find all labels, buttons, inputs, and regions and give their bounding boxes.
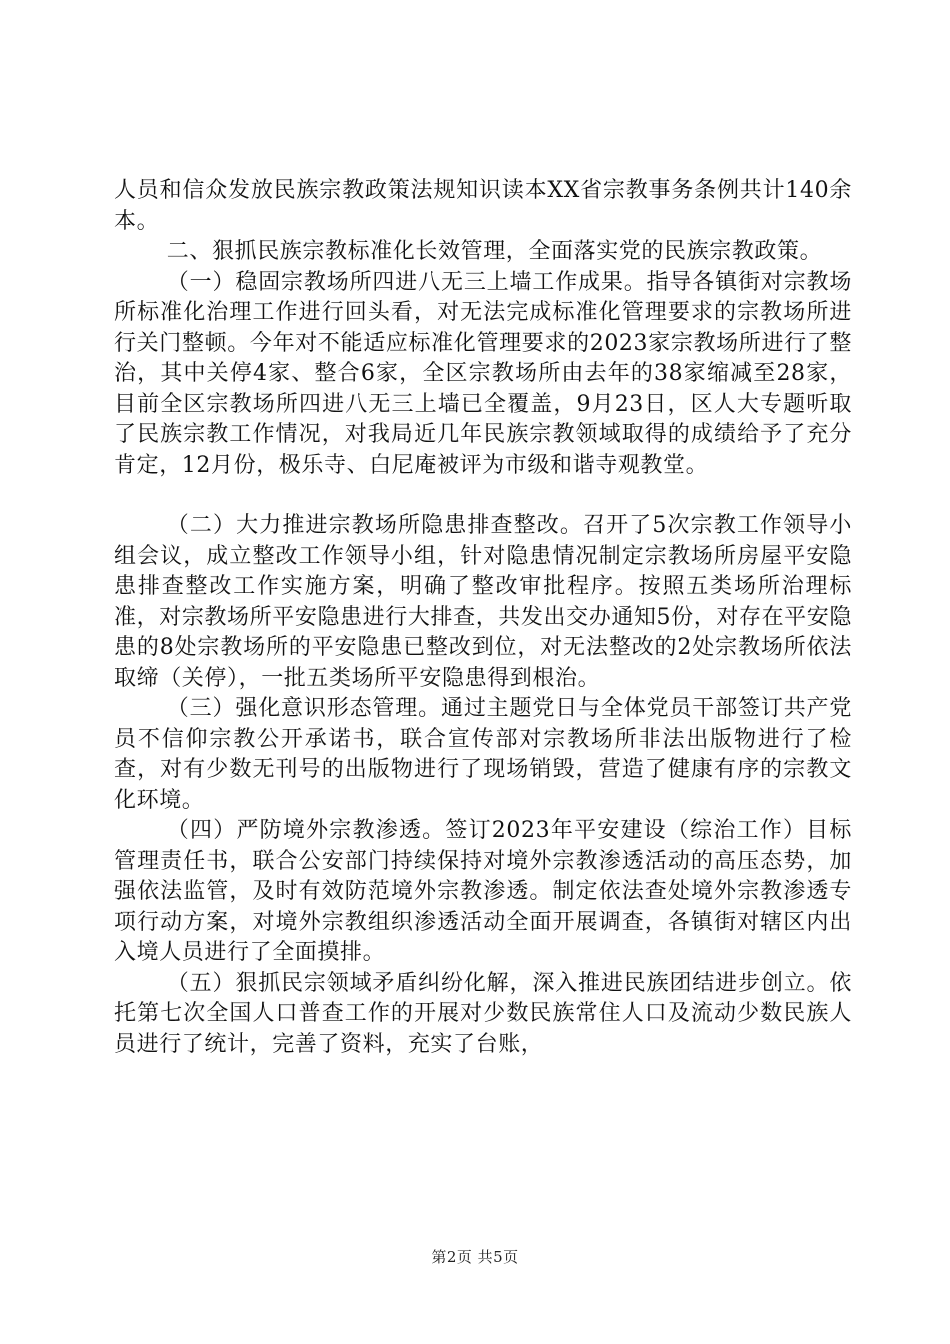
paragraph-item-three: （三）强化意识形态管理。通过主题党日与全体党员干部签订共产党员不信仰宗教公开承诺书，联合宣传部对宗教场所非法出版物进行了检查，对有少数无刊号的出版物进行了现场销毁，营造了健康有序的宗教文化环境。 [114, 696, 852, 813]
section-heading-two: 二、狠抓民族宗教标准化长效管理，全面落实党的民族宗教政策。 [166, 239, 823, 264]
paragraph-item-five: （五）狠抓民宗领域矛盾纠纷化解，深入推进民族团结进步创立。依托第七次全国人口普查工作的开展对少数民族常住人口及流动少数民族人员进行了统计，完善了资料，充实了台账， [114, 970, 852, 1057]
paragraph-continuation: 人员和信众发放民族宗教政策法规知识读本XX省宗教事务条例共计140余本。 [114, 178, 852, 234]
paragraph-item-one: （一）稳固宗教场所四进八无三上墙工作成果。指导各镇街对宗教场所标准化治理工作进行回头看，对无法完成标准化管理要求的宗教场所进行关门整顿。今年对不能适应标准化管理要求的2023家宗教场所进行了整治，其中关停4家、整合6家，全区宗教场所由去年的38家缩减至28家，目前全区宗教场所四进八无三上墙已全覆盖，9月23日，区人大专题听取了民族宗教工作情况，对我局近几年民族宗教领域取得的成绩给予了充分肯定，12月份，极乐寺、白尼庵被评为市级和谐寺观教堂。 [114, 269, 852, 478]
paragraph-item-four: （四）严防境外宗教渗透。签订2023年平安建设（综治工作）目标管理责任书，联合公安部门持续保持对境外宗教渗透活动的高压态势，加强依法监管，及时有效防范境外宗教渗透。制定依法查处境外宗教渗透专项行动方案，对境外宗教组织渗透活动全面开展调查，各镇街对辖区内出入境人员进行了全面摸排。 [114, 818, 852, 965]
paragraph-item-two: （二）大力推进宗教场所隐患排查整改。召开了5次宗教工作领导小组会议，成立整改工作领导小组，针对隐患情况制定宗教场所房屋平安隐患排查整改工作实施方案，明确了整改审批程序。按照五类场所治理标准，对宗教场所平安隐患进行大排查，共发出交办通知5份，对存在平安隐患的8处宗教场所的平安隐患已整改到位，对无法整改的2处宗教场所依法取缔（关停），一批五类场所平安隐患得到根治。 [114, 513, 852, 691]
page-number-footer: 第2页 共5页 [431, 1248, 519, 1266]
document-body [114, 176, 852, 1060]
